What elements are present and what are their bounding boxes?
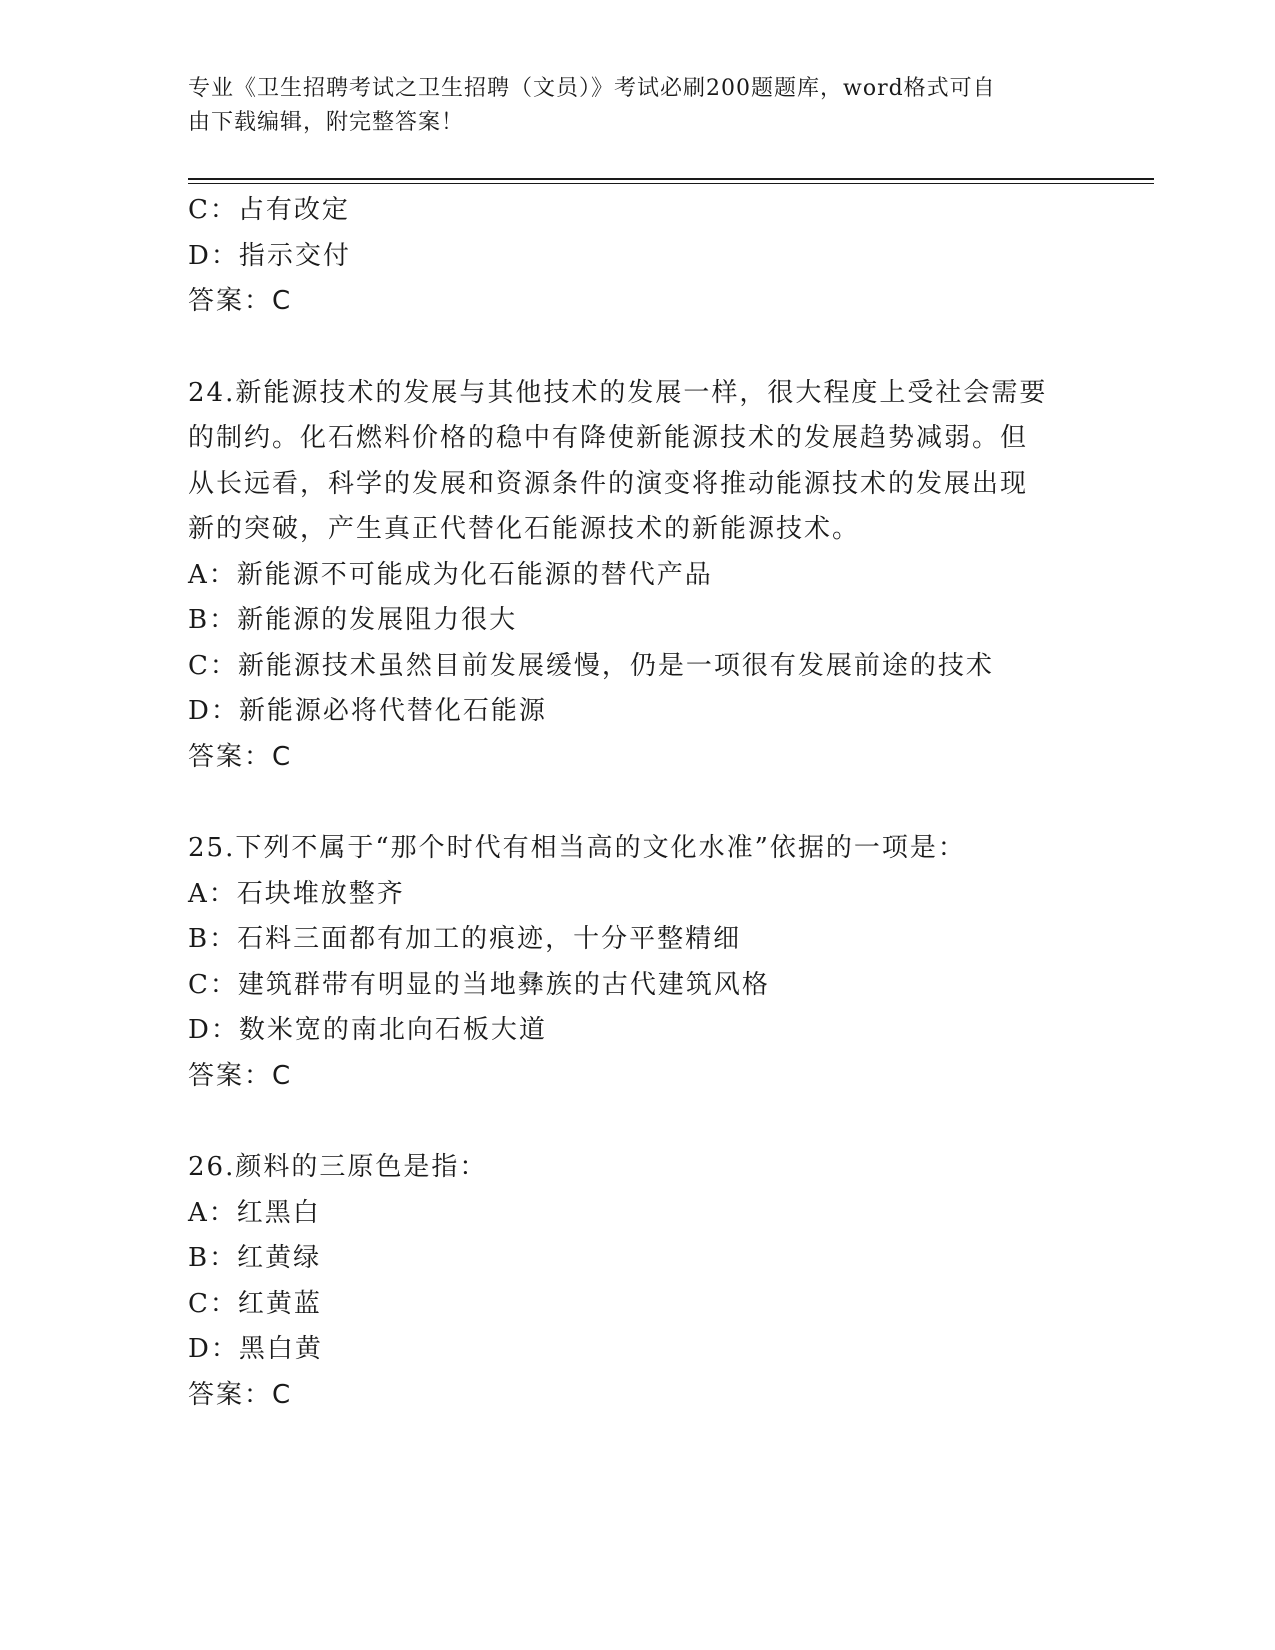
question-stem-line: 的制约。化石燃料价格的稳中有降使新能源技术的发展趋势减弱。但 <box>188 423 1029 453</box>
option-c: C：建筑群带有明显的当地彝族的古代建筑风格 <box>188 969 770 1000</box>
question-block-26 <box>188 1145 1088 1418</box>
answer-line: 答案：C <box>188 1379 293 1410</box>
question-stem-line: 24.新能源技术的发展与其他技术的发展一样，很大程度上受社会需要 <box>188 377 1048 408</box>
question-stem-line: 新的突破，产生真正代替化石能源技术的新能源技术。 <box>188 514 861 544</box>
question-stem-line: 26.颜料的三原色是指： <box>188 1152 488 1182</box>
spacer <box>188 325 1088 371</box>
spacer <box>188 780 1088 826</box>
option-d: D：黑白黄 <box>188 1334 323 1364</box>
header-line-1: 专业《卫生招聘考试之卫生招聘（文员）》考试必刷200题题库，word格式可自 <box>188 76 996 101</box>
option-a: A：石块堆放整齐 <box>188 878 405 909</box>
header-rule-thin <box>188 183 1154 184</box>
question-stem-line: 25.下列不属于“那个时代有相当高的文化水准”依据的一项是： <box>188 833 966 863</box>
option-a: A：红黑白 <box>188 1197 321 1228</box>
header-rule-thick <box>188 178 1154 180</box>
option-b: B：石料三面都有加工的痕迹，十分平整精细 <box>188 924 742 954</box>
answer-line: 答案：C <box>188 741 293 772</box>
option-a: A：新能源不可能成为化石能源的替代产品 <box>188 559 713 590</box>
option-c: C：新能源技术虽然目前发展缓慢，仍是一项很有发展前途的技术 <box>188 650 994 681</box>
question-block-prev <box>188 188 1088 325</box>
answer-line: 答案：C <box>188 286 293 316</box>
question-stem-line: 从长远看，科学的发展和资源条件的演变将推动能源技术的发展出现 <box>188 468 1029 499</box>
spacer <box>188 1099 1088 1145</box>
option-c: C：占有改定 <box>188 195 350 225</box>
option-c: C：红黄蓝 <box>188 1288 322 1319</box>
document-header <box>188 72 1068 140</box>
question-list <box>188 188 1088 1418</box>
option-b: B：红黄绿 <box>188 1243 322 1273</box>
option-d: D：指示交付 <box>188 240 351 271</box>
option-d: D：新能源必将代替化石能源 <box>188 696 547 726</box>
question-block-25 <box>188 826 1088 1099</box>
answer-line: 答案：C <box>188 1060 293 1091</box>
option-d: D：数米宽的南北向石板大道 <box>188 1015 547 1045</box>
option-b: B：新能源的发展阻力很大 <box>188 605 518 635</box>
header-line-2: 由下载编辑，附完整答案！ <box>188 110 465 135</box>
question-block-24 <box>188 371 1088 781</box>
